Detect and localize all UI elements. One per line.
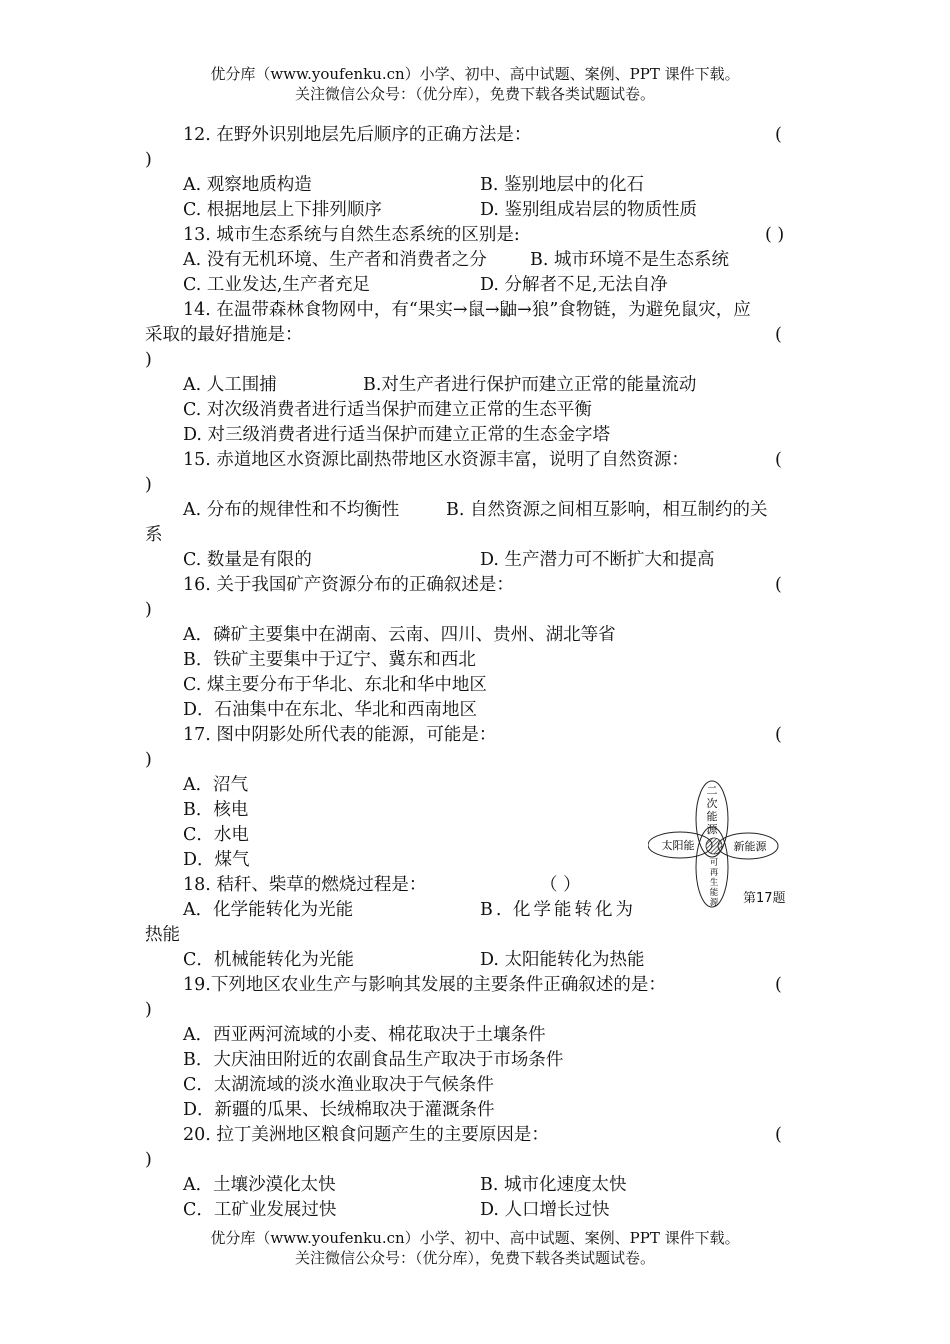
q15-option-a: A. 分布的规律性和不均衡性: [183, 500, 400, 520]
q16-option-d: D．石油集中在东北、华北和西南地区: [183, 700, 478, 720]
q20-stem: 20. 拉丁美洲地区粮食问题产生的主要原因是：: [183, 1125, 549, 1145]
q14-option-c: C. 对次级消费者进行适当保护而建立正常的生态平衡: [183, 400, 592, 420]
q16-paren-close: ): [145, 600, 152, 620]
q13-option-a: A. 没有无机环境、生产者和消费者之分: [183, 250, 487, 270]
q17-option-a: A．沼气: [183, 775, 249, 795]
q18-option-c: C．机械能转化为光能: [183, 950, 354, 970]
q17-paren-close: ): [145, 750, 152, 770]
q13-option-d: D. 分解者不足,无法自净: [480, 275, 668, 295]
q15-paren-close: ): [145, 475, 152, 495]
q14-option-a: A. 人工围捕: [183, 375, 277, 395]
bottom-label-char-1: 可: [709, 858, 719, 868]
q17-option-d: D．煤气: [183, 850, 250, 870]
q20-option-d: D. 人口增长过快: [480, 1200, 610, 1220]
q20-option-c: C．工矿业发展过快: [183, 1200, 337, 1220]
q14-option-d: D. 对三级消费者进行适当保护而建立正常的生态金字塔: [183, 425, 611, 445]
q19-option-d: D．新疆的瓜果、长绒棉取决于灌溉条件: [183, 1100, 495, 1120]
q15-option-c: C. 数量是有限的: [183, 550, 312, 570]
q14-paren-close: ): [145, 350, 152, 370]
q20-option-b: B. 城市化速度太快: [480, 1175, 627, 1195]
q15-stem: 15. 赤道地区水资源比副热带地区水资源丰富，说明了自然资源：: [183, 450, 689, 470]
q12-paren-open: (: [775, 125, 782, 145]
q16-option-a: A．磷矿主要集中在湖南、云南、四川、贵州、湖北等省: [183, 625, 616, 645]
left-label: 太阳能: [661, 839, 695, 852]
shaded-overlap: [706, 838, 722, 854]
q19-option-c: C．太湖流域的淡水渔业取决于气候条件: [183, 1075, 494, 1095]
q14-option-b: B.对生产者进行保护而建立正常的能量流动: [363, 375, 697, 395]
q15-option-b: B. 自然资源之间相互影响，相互制约的关: [446, 500, 768, 520]
q20-paren-open: (: [775, 1125, 782, 1145]
q13-option-b: B. 城市环境不是生态系统: [530, 250, 729, 270]
q12-option-a: A. 观察地质构造: [183, 175, 312, 195]
header-line-2: 关注微信公众号：（优分库），免费下载各类试题试卷。: [294, 85, 655, 103]
q12-paren-close: ): [145, 150, 152, 170]
q18-option-b: B. 化学能转化为: [480, 900, 636, 920]
q20-paren-close: ): [145, 1150, 152, 1170]
q18-option-a: A．化学能转化为光能: [183, 900, 354, 920]
top-label-char-1: 二: [706, 784, 718, 797]
right-label: 新能源: [733, 840, 767, 853]
q16-option-c: C. 煤主要分布于华北、东北和华中地区: [183, 675, 487, 695]
q15-paren-open: (: [775, 450, 782, 470]
q18-paren: （ ）: [540, 875, 581, 895]
bottom-label-char-3: 生: [709, 878, 719, 888]
bottom-label-char-2: 再: [709, 868, 719, 878]
q18-stem: 18. 秸秆、柴草的燃烧过程是：: [183, 875, 427, 895]
top-label-char-4: 源: [706, 823, 718, 836]
q18-option-d: D. 太阳能转化为热能: [480, 950, 645, 970]
q16-option-b: B．铁矿主要集中于辽宁、冀东和西北: [183, 650, 476, 670]
header-line-1: 优分库（www.youfenku.cn）小学、初中、高中试题、案例、PPT 课件下载。: [210, 65, 740, 83]
q12-stem: 12. 在野外识别地层先后顺序的正确方法是：: [183, 125, 532, 145]
q13-paren: ( ): [765, 225, 785, 245]
bottom-label-char-4: 能: [709, 888, 719, 898]
q19-option-b: B．大庆油田附近的农副食品生产取决于市场条件: [183, 1050, 564, 1070]
q17-figure-caption: 第17题: [743, 891, 786, 906]
q15-option-b-wrap: 系: [145, 525, 163, 545]
q12-option-d: D. 鉴别组成岩层的物质性质: [480, 200, 698, 220]
q14-stem-line-2: 采取的最好措施是：: [145, 325, 303, 345]
q18-option-b-wrap: 热能: [145, 925, 180, 945]
footer-line-1: 优分库（www.youfenku.cn）小学、初中、高中试题、案例、PPT 课件下载。: [210, 1229, 740, 1247]
q13-option-c: C. 工业发达,生产者充足: [183, 275, 370, 295]
q14-paren-open: (: [775, 325, 782, 345]
q20-option-a: A．土壤沙漠化太快: [183, 1175, 336, 1195]
footer-line-2: 关注微信公众号：（优分库），免费下载各类试题试卷。: [294, 1249, 655, 1267]
q17-option-c: C．水电: [183, 825, 249, 845]
q12-option-b: B. 鉴别地层中的化石: [480, 175, 644, 195]
q17-option-b: B．核电: [183, 800, 249, 820]
bottom-label-char-5: 源: [709, 898, 719, 908]
q19-stem: 19.下列地区农业生产与影响其发展的主要条件正确叙述的是：: [183, 975, 666, 995]
q12-option-c: C. 根据地层上下排列顺序: [183, 200, 382, 220]
q16-paren-open: (: [775, 575, 782, 595]
q13-stem: 13. 城市生态系统与自然生态系统的区别是:: [183, 225, 520, 245]
top-label-char-3: 能: [706, 810, 718, 823]
q16-stem: 16. 关于我国矿产资源分布的正确叙述是：: [183, 575, 514, 595]
q19-option-a: A．西亚两河流域的小麦、棉花取决于土壤条件: [183, 1025, 546, 1045]
q17-stem: 17. 图中阴影处所代表的能源，可能是：: [183, 725, 497, 745]
q19-paren-close: ): [145, 1000, 152, 1020]
q19-paren-open: (: [775, 975, 782, 995]
top-label-char-2: 次: [706, 797, 718, 810]
q15-option-d: D. 生产潜力可不断扩大和提高: [480, 550, 715, 570]
q14-stem-line-1: 14. 在温带森林食物网中，有“果实→鼠→鼬→狼”食物链，为避免鼠灾，应: [183, 300, 751, 320]
q17-paren-open: (: [775, 725, 782, 745]
